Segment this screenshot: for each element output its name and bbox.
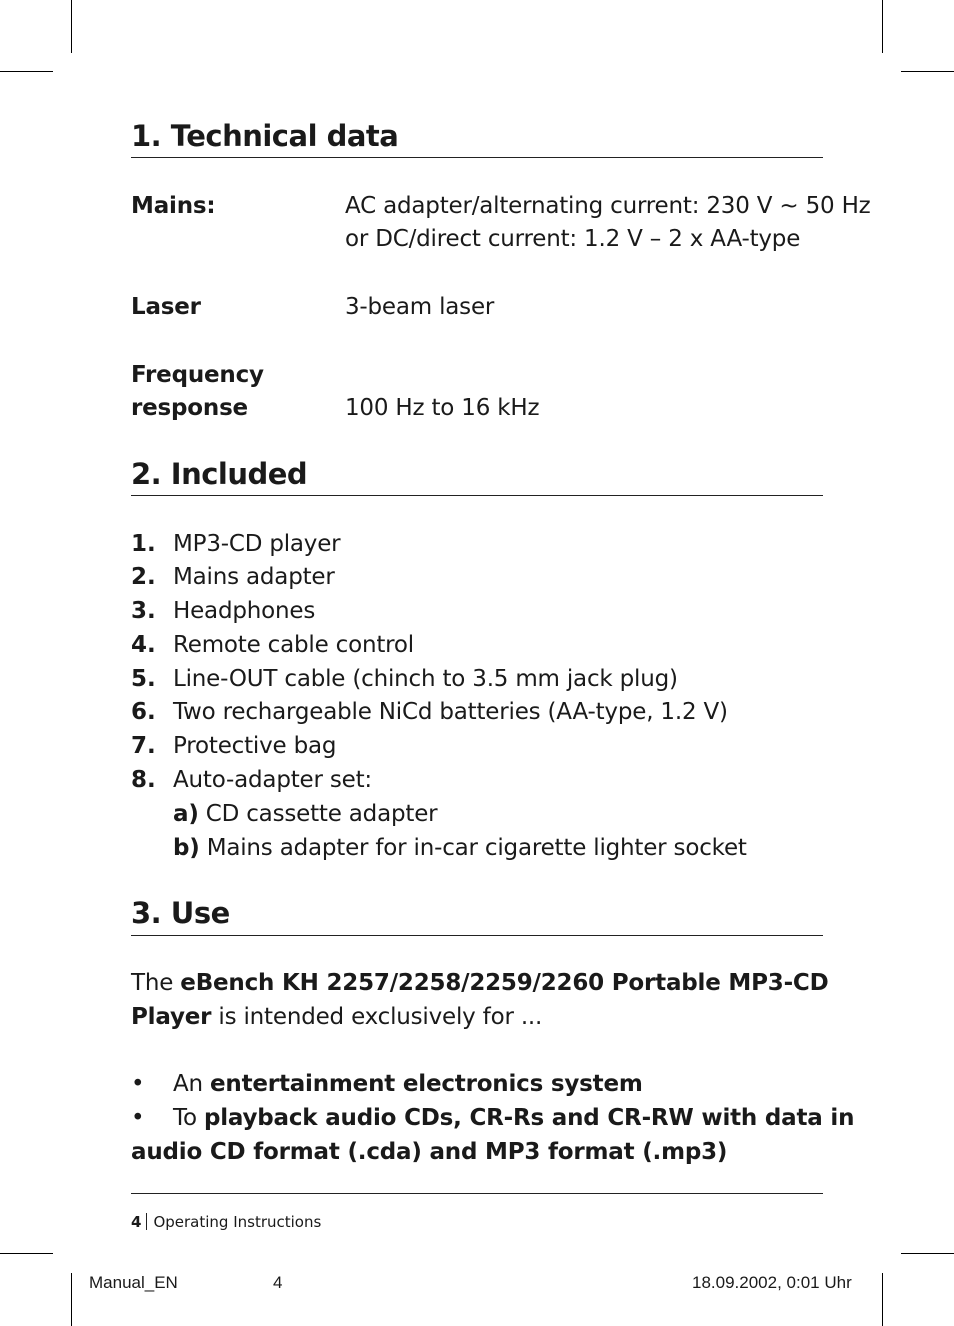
- list-item-number: 2.: [131, 564, 156, 590]
- spec-value-mains-line-2: or DC/direct current: 1.2 V – 2 x AA-type: [345, 226, 801, 252]
- section-rule: [131, 157, 823, 158]
- bullet-prefix: An: [173, 1071, 211, 1097]
- bullet-bold-text: entertainment electronics system: [210, 1071, 643, 1097]
- spec-value-laser: 3-beam laser: [345, 294, 495, 320]
- use-intro-prefix: The: [131, 970, 181, 996]
- use-bullet-item-cont: [131, 1135, 727, 1169]
- crop-mark: [71, 1273, 72, 1326]
- list-item-number: 3.: [131, 598, 156, 624]
- list-item: Line-OUT cable (chinch to 3.5 mm jack plug): [173, 666, 678, 692]
- list-item: Remote cable control: [173, 632, 414, 658]
- list-item: Protective bag: [173, 733, 337, 759]
- page-footer: [131, 1212, 321, 1232]
- spec-label-frequency-line-1: Frequency: [131, 362, 264, 388]
- crop-mark: [882, 1273, 883, 1326]
- sub-list-item: [173, 831, 747, 865]
- crop-mark: [71, 0, 72, 53]
- spec-label-frequency-line-2: response: [131, 395, 248, 421]
- sub-list-text: Mains adapter for in-car cigarette lighter socket: [199, 835, 747, 861]
- footer-rule: [131, 1193, 823, 1194]
- crop-mark: [901, 1253, 954, 1254]
- bullet-bold-text: playback audio CDs, CR-Rs and CR-RW with data in: [203, 1105, 855, 1131]
- spec-label-laser: Laser: [131, 294, 201, 320]
- section-title-included: 2. Included: [131, 457, 308, 491]
- section-rule: [131, 495, 823, 496]
- list-item: Mains adapter: [173, 564, 335, 590]
- section-title-use: 3. Use: [131, 896, 230, 930]
- spec-label-mains: Mains:: [131, 193, 216, 219]
- crop-mark: [0, 71, 53, 72]
- sub-list-letter: b): [173, 835, 200, 861]
- spec-value-mains-line-1: AC adapter/alternating current: 230 V ~ 50 Hz: [345, 193, 871, 219]
- list-item-number: 6.: [131, 699, 156, 725]
- list-item: Auto-adapter set:: [173, 767, 372, 793]
- crop-mark: [0, 1253, 53, 1254]
- spec-value-frequency: 100 Hz to 16 kHz: [345, 395, 540, 421]
- slug-filename: Manual_EN: [89, 1273, 178, 1292]
- use-intro-line-1: [131, 966, 829, 1000]
- list-item: Headphones: [173, 598, 316, 624]
- slug-page: 4: [273, 1273, 283, 1292]
- sub-list-item: [173, 797, 437, 831]
- list-item-number: 7.: [131, 733, 156, 759]
- list-item-number: 1.: [131, 531, 156, 557]
- bullet-bold-text-cont: audio CD format (.cda) and MP3 format (.mp3): [131, 1139, 728, 1165]
- use-bullet-item: [173, 1067, 643, 1101]
- sub-list-letter: a): [173, 801, 199, 827]
- list-item: Two rechargeable NiCd batteries (AA-type, 1.2 V): [173, 699, 728, 725]
- use-intro-line-2: [131, 1000, 542, 1034]
- crop-mark: [882, 0, 883, 53]
- use-bullet-item: [173, 1101, 854, 1135]
- use-intro-product: eBench KH 2257/2258/2259/2260 Portable MP3-CD: [180, 970, 829, 996]
- list-item-number: 4.: [131, 632, 156, 658]
- list-item-number: 5.: [131, 666, 156, 692]
- section-rule: [131, 935, 823, 936]
- footer-label: Operating Instructions: [153, 1213, 322, 1231]
- use-intro-suffix: is intended exclusively for ...: [211, 1004, 543, 1030]
- section-title-technical-data: 1. Technical data: [131, 119, 399, 153]
- bullet-symbol: •: [131, 1071, 145, 1097]
- footer-separator: [146, 1213, 147, 1230]
- bullet-prefix: To: [173, 1105, 204, 1131]
- list-item: MP3-CD player: [173, 531, 341, 557]
- use-intro-product-cont: Player: [131, 1004, 212, 1030]
- crop-mark: [901, 71, 954, 72]
- sub-list-text: CD cassette adapter: [198, 801, 438, 827]
- list-item-number: 8.: [131, 767, 156, 793]
- slug-timestamp: 18.09.2002, 0:01 Uhr: [692, 1273, 852, 1292]
- bullet-symbol: •: [131, 1105, 145, 1131]
- footer-page-number: 4: [131, 1213, 142, 1231]
